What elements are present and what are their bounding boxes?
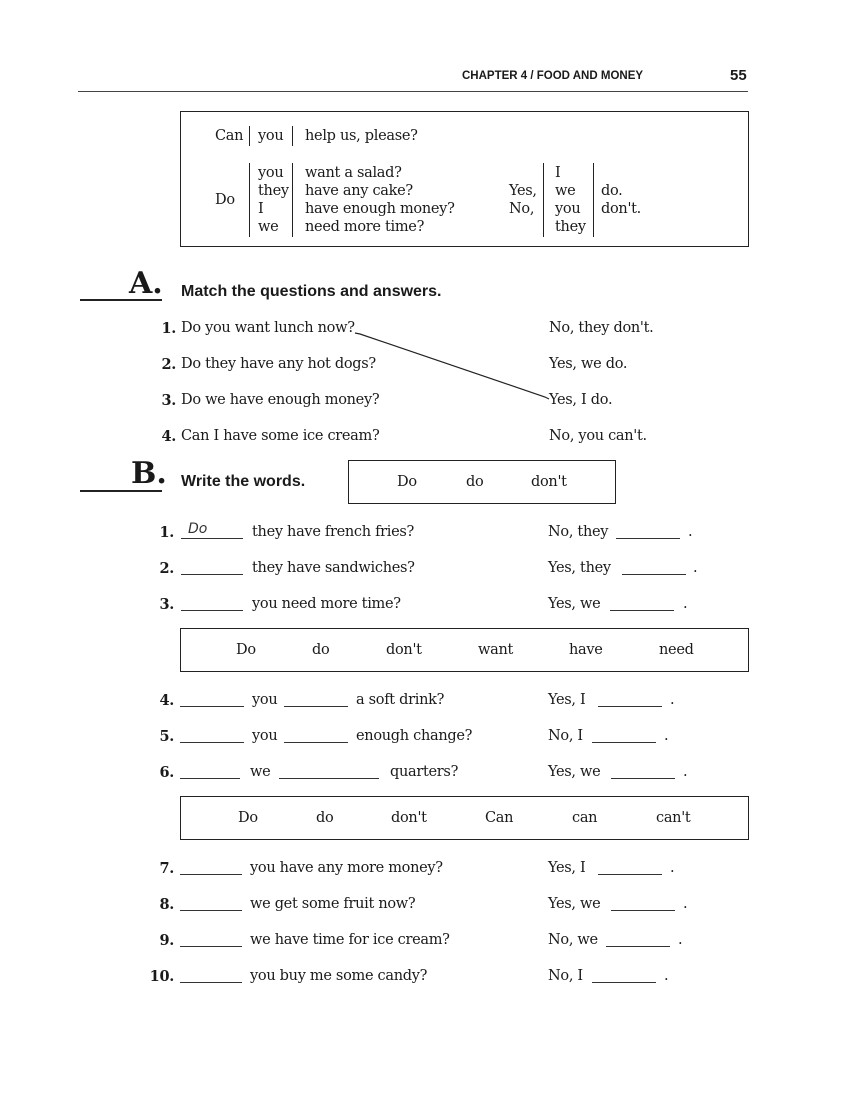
chapter-title: CHAPTER 4 / FOOD AND MONEY	[462, 70, 644, 82]
word-box-word: can't	[656, 810, 691, 826]
section-b-letter: B.	[131, 456, 167, 491]
match-question[interactable]: Can I have some ice cream?	[181, 428, 380, 444]
answer-blank[interactable]	[610, 598, 674, 611]
item-question: they have sandwiches?	[252, 560, 415, 576]
question-number: 2.	[161, 356, 176, 373]
word-box-word: do	[316, 810, 334, 826]
item-number: 6.	[159, 764, 174, 781]
item-question: you have any more money?	[250, 860, 443, 876]
period: .	[670, 692, 675, 708]
item-question: they have french fries?	[252, 524, 415, 540]
item-number: 8.	[159, 896, 174, 913]
item-question: a soft drink?	[356, 692, 445, 708]
period: .	[688, 524, 693, 540]
match-answer[interactable]: Yes, we do.	[549, 356, 628, 372]
item-answer: No, I	[548, 728, 583, 744]
item-answer: Yes, I	[548, 692, 586, 708]
period: .	[683, 764, 688, 780]
word-box-word: do	[466, 474, 484, 490]
answer-blank[interactable]	[180, 970, 242, 983]
answer-blank[interactable]	[611, 766, 675, 779]
answer-blank[interactable]	[180, 766, 240, 779]
word-box-word: have	[569, 642, 603, 658]
answer-blank[interactable]	[616, 526, 680, 539]
question-number: 4.	[161, 428, 176, 445]
word-box-word: Can	[485, 810, 514, 826]
word-box-word: need	[659, 642, 694, 658]
item-question: quarters?	[390, 764, 459, 780]
word-box-word: don't	[531, 474, 567, 490]
item-question: enough change?	[356, 728, 473, 744]
answer-blank[interactable]	[284, 730, 348, 743]
word-box-word: don't	[386, 642, 422, 658]
period: .	[670, 860, 675, 876]
answer-blank[interactable]	[598, 694, 662, 707]
answer-blank[interactable]	[592, 970, 656, 983]
match-question[interactable]: Do they have any hot dogs?	[181, 356, 376, 372]
item-subject: we	[250, 764, 271, 780]
item-number: 3.	[159, 596, 174, 613]
item-number: 5.	[159, 728, 174, 745]
answer-blank[interactable]	[181, 562, 243, 575]
item-question: we have time for ice cream?	[250, 932, 450, 948]
answer-blank[interactable]	[611, 898, 675, 911]
item-number: 1.	[159, 524, 174, 541]
match-answer[interactable]: No, they don't.	[549, 320, 654, 336]
answer-blank[interactable]	[180, 694, 244, 707]
grammar-answer-verbs: do. don't.	[601, 183, 641, 217]
item-answer: Yes, I	[548, 860, 586, 876]
answer-blank[interactable]	[622, 562, 686, 575]
answer-blank[interactable]	[181, 598, 243, 611]
item-number: 9.	[159, 932, 174, 949]
answer-blank[interactable]	[279, 766, 379, 779]
item-answer: No, they	[548, 524, 609, 540]
item-answer: No, we	[548, 932, 598, 948]
grammar-you: you	[258, 128, 284, 144]
grammar-rests: want a salad? have any cake? have enough money? need more time?	[305, 165, 455, 235]
item-subject: you	[252, 692, 278, 708]
period: .	[693, 560, 698, 576]
period: .	[683, 896, 688, 912]
answer-blank[interactable]	[180, 730, 244, 743]
match-answer[interactable]: No, you can't.	[549, 428, 647, 444]
grammar-help: help us, please?	[305, 128, 418, 144]
word-box-word: don't	[391, 810, 427, 826]
period: .	[664, 728, 669, 744]
match-question[interactable]: Do you want lunch now?	[181, 320, 355, 336]
grammar-do: Do	[215, 192, 235, 208]
word-box-word: Do	[236, 642, 256, 658]
word-box-word: Do	[238, 810, 258, 826]
item-subject: you	[252, 728, 278, 744]
answer-blank[interactable]	[180, 934, 242, 947]
handwritten-answer: Do	[188, 521, 208, 537]
answer-blank[interactable]	[592, 730, 656, 743]
word-box-word: Do	[397, 474, 417, 490]
item-number: 7.	[159, 860, 174, 877]
answer-blank[interactable]	[284, 694, 348, 707]
item-number: 2.	[159, 560, 174, 577]
period: .	[683, 596, 688, 612]
item-number: 10.	[149, 968, 174, 985]
match-answer[interactable]: Yes, I do.	[549, 392, 613, 408]
question-number: 1.	[161, 320, 176, 337]
section-b-title: Write the words.	[181, 473, 306, 490]
period: .	[678, 932, 683, 948]
answer-blank[interactable]	[180, 862, 242, 875]
answer-blank[interactable]	[598, 862, 662, 875]
item-number: 4.	[159, 692, 174, 709]
page-number: 55	[730, 67, 747, 84]
grammar-subjects: you they I we	[258, 165, 289, 235]
item-answer: Yes, they	[548, 560, 611, 576]
section-a-letter: A.	[129, 266, 163, 301]
item-answer: Yes, we	[548, 896, 601, 912]
item-question: you need more time?	[252, 596, 401, 612]
word-box-word: want	[478, 642, 514, 658]
answer-blank[interactable]	[606, 934, 670, 947]
word-box-word: do	[312, 642, 330, 658]
item-answer: Yes, we	[548, 764, 601, 780]
item-question: you buy me some candy?	[250, 968, 428, 984]
item-answer: No, I	[548, 968, 583, 984]
item-answer: Yes, we	[548, 596, 601, 612]
grammar-answer-subjects: I we you they	[555, 165, 586, 235]
section-a-title: Match the questions and answers.	[181, 283, 442, 300]
item-question: we get some fruit now?	[250, 896, 416, 912]
grammar-yes-no: Yes, No,	[509, 183, 537, 217]
period: .	[664, 968, 669, 984]
question-number: 3.	[161, 392, 176, 409]
word-box-word: can	[572, 810, 598, 826]
match-question[interactable]: Do we have enough money?	[181, 392, 380, 408]
grammar-can: Can	[215, 128, 244, 144]
answer-blank[interactable]	[180, 898, 242, 911]
